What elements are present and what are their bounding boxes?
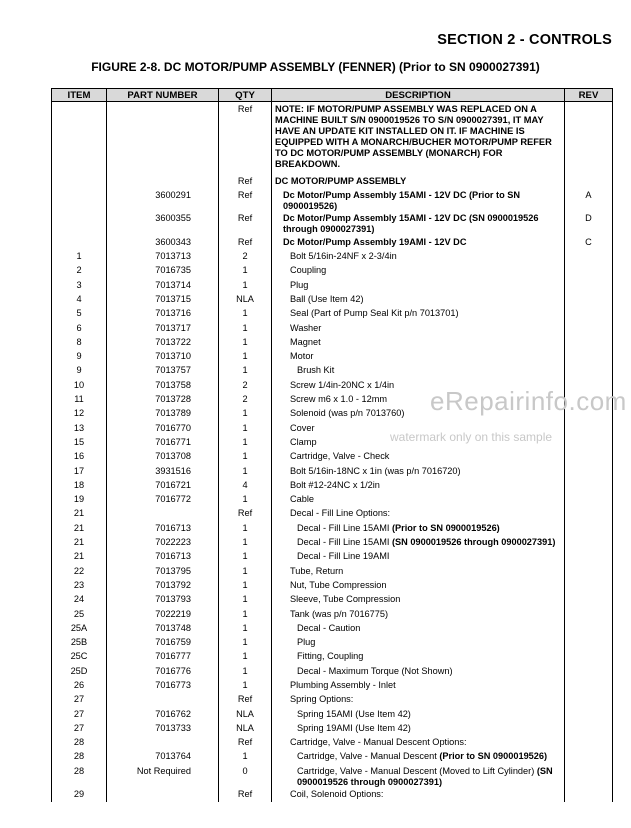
description-cell: Motor bbox=[272, 350, 565, 364]
item-cell: 23 bbox=[52, 578, 107, 592]
table-row bbox=[52, 736, 613, 750]
rev-cell bbox=[565, 264, 613, 278]
description-cell: Bolt 5/16in-24NF x 2-3/4in bbox=[272, 250, 565, 264]
part-number-cell: 7016762 bbox=[107, 707, 219, 721]
part-number-cell: 7013748 bbox=[107, 621, 219, 635]
part-number-cell: 3600355 bbox=[107, 212, 219, 236]
part-number-cell bbox=[107, 507, 219, 521]
description-cell: Dc Motor/Pump Assembly 19AMI - 12V DC bbox=[272, 235, 565, 249]
description-cell: Decal - Fill Line 19AMI bbox=[272, 550, 565, 564]
part-number-cell: 7016759 bbox=[107, 636, 219, 650]
table-row bbox=[52, 292, 613, 306]
rev-cell bbox=[565, 607, 613, 621]
qty-cell: Ref bbox=[219, 788, 272, 802]
rev-cell bbox=[565, 736, 613, 750]
description-cell: DC MOTOR/PUMP ASSEMBLY bbox=[272, 174, 565, 188]
rev-cell: D bbox=[565, 212, 613, 236]
item-cell: 9 bbox=[52, 350, 107, 364]
description-cell: Decal - Caution bbox=[272, 621, 565, 635]
rev-cell bbox=[565, 536, 613, 550]
rev-cell bbox=[565, 435, 613, 449]
part-number-cell: 3931516 bbox=[107, 464, 219, 478]
rev-cell bbox=[565, 335, 613, 349]
table-row bbox=[52, 621, 613, 635]
table-row bbox=[52, 607, 613, 621]
rev-cell bbox=[565, 636, 613, 650]
rev-cell bbox=[565, 478, 613, 492]
item-cell: 11 bbox=[52, 393, 107, 407]
description-cell: Coil, Solenoid Options: bbox=[272, 788, 565, 802]
qty-cell: Ref bbox=[219, 736, 272, 750]
item-cell: 21 bbox=[52, 521, 107, 535]
qty-cell: 1 bbox=[219, 350, 272, 364]
qty-cell: 1 bbox=[219, 264, 272, 278]
rev-cell: A bbox=[565, 188, 613, 212]
qty-cell: 1 bbox=[219, 536, 272, 550]
description-cell: Decal - Fill Line Options: bbox=[272, 507, 565, 521]
description-cell: Plug bbox=[272, 636, 565, 650]
description-cell: Sleeve, Tube Compression bbox=[272, 593, 565, 607]
item-cell: 27 bbox=[52, 693, 107, 707]
description-cell: Plumbing Assembly - Inlet bbox=[272, 679, 565, 693]
item-cell: 9 bbox=[52, 364, 107, 378]
rev-cell bbox=[565, 507, 613, 521]
rev-cell bbox=[565, 650, 613, 664]
item-cell bbox=[52, 212, 107, 236]
part-number-cell: 7016771 bbox=[107, 435, 219, 449]
rev-cell bbox=[565, 788, 613, 802]
description-cell: Nut, Tube Compression bbox=[272, 578, 565, 592]
description-cell: Spring 15AMI (Use Item 42) bbox=[272, 707, 565, 721]
part-number-cell: 3600343 bbox=[107, 235, 219, 249]
parts-table bbox=[51, 88, 613, 802]
rev-cell bbox=[565, 464, 613, 478]
rev-cell bbox=[565, 321, 613, 335]
description-cell: Cartridge, Valve - Manual Descent Options: bbox=[272, 736, 565, 750]
description-cell: Decal - Fill Line 15AMI (Prior to SN 0900019526) bbox=[272, 521, 565, 535]
part-number-cell: 7013792 bbox=[107, 578, 219, 592]
rev-cell bbox=[565, 679, 613, 693]
table-row bbox=[52, 250, 613, 264]
part-number-cell: 7022219 bbox=[107, 607, 219, 621]
qty-cell: 1 bbox=[219, 321, 272, 335]
rev-cell bbox=[565, 578, 613, 592]
description-cell: Cartridge, Valve - Manual Descent (Prior to SN 0900019526) bbox=[272, 750, 565, 764]
table-row bbox=[52, 264, 613, 278]
table-row bbox=[52, 664, 613, 678]
description-cell: Solenoid (was p/n 7013760) bbox=[272, 407, 565, 421]
table-row bbox=[52, 278, 613, 292]
item-cell: 24 bbox=[52, 593, 107, 607]
description-cell: Bolt 5/16in-18NC x 1in (was p/n 7016720) bbox=[272, 464, 565, 478]
description-cell: Washer bbox=[272, 321, 565, 335]
part-number-cell: 7013793 bbox=[107, 593, 219, 607]
part-number-cell: 7013764 bbox=[107, 750, 219, 764]
description-cell: Cover bbox=[272, 421, 565, 435]
rev-cell bbox=[565, 350, 613, 364]
rev-cell bbox=[565, 421, 613, 435]
item-cell: 26 bbox=[52, 679, 107, 693]
item-cell bbox=[52, 174, 107, 188]
item-cell: 27 bbox=[52, 721, 107, 735]
table-row bbox=[52, 721, 613, 735]
item-cell: 5 bbox=[52, 307, 107, 321]
table-row bbox=[52, 321, 613, 335]
note-rev bbox=[565, 102, 613, 175]
qty-cell: 1 bbox=[219, 593, 272, 607]
item-cell: 17 bbox=[52, 464, 107, 478]
item-cell: 1 bbox=[52, 250, 107, 264]
qty-cell: 1 bbox=[219, 435, 272, 449]
item-cell: 16 bbox=[52, 450, 107, 464]
part-number-cell: 7016770 bbox=[107, 421, 219, 435]
description-cell: Spring 19AMI (Use Item 42) bbox=[272, 721, 565, 735]
item-cell: 29 bbox=[52, 788, 107, 802]
table-row bbox=[52, 350, 613, 364]
qty-cell: 1 bbox=[219, 364, 272, 378]
qty-cell: 2 bbox=[219, 250, 272, 264]
description-cell: Spring Options: bbox=[272, 693, 565, 707]
table-row bbox=[52, 507, 613, 521]
rev-cell bbox=[565, 750, 613, 764]
item-cell: 21 bbox=[52, 507, 107, 521]
qty-cell: Ref bbox=[219, 174, 272, 188]
description-cell: Screw m6 x 1.0 - 12mm bbox=[272, 393, 565, 407]
part-number-cell bbox=[107, 788, 219, 802]
item-cell: 2 bbox=[52, 264, 107, 278]
description-cell: Decal - Fill Line 15AMI (SN 0900019526 through 0900027391) bbox=[272, 536, 565, 550]
qty-cell: Ref bbox=[219, 188, 272, 212]
part-number-cell: 7016777 bbox=[107, 650, 219, 664]
qty-cell: 1 bbox=[219, 521, 272, 535]
part-number-cell: 7013713 bbox=[107, 250, 219, 264]
table-row bbox=[52, 335, 613, 349]
part-number-cell: 7013789 bbox=[107, 407, 219, 421]
qty-cell: 4 bbox=[219, 478, 272, 492]
qty-cell: Ref bbox=[219, 507, 272, 521]
qty-cell: 1 bbox=[219, 650, 272, 664]
part-number-cell: 7016735 bbox=[107, 264, 219, 278]
table-row bbox=[52, 650, 613, 664]
description-cell: Cartridge, Valve - Manual Descent (Moved to Lift Cylinder) (SN 0900019526 through 0900027391) bbox=[272, 764, 565, 788]
item-cell: 8 bbox=[52, 335, 107, 349]
description-cell: Cable bbox=[272, 493, 565, 507]
note-part bbox=[107, 102, 219, 175]
rev-cell bbox=[565, 764, 613, 788]
col-description-header: DESCRIPTION bbox=[272, 89, 565, 102]
item-cell: 22 bbox=[52, 564, 107, 578]
qty-cell: 0 bbox=[219, 764, 272, 788]
rev-cell bbox=[565, 307, 613, 321]
table-row bbox=[52, 707, 613, 721]
item-cell: 25B bbox=[52, 636, 107, 650]
item-cell: 10 bbox=[52, 378, 107, 392]
item-cell: 21 bbox=[52, 550, 107, 564]
note-row bbox=[52, 102, 613, 175]
part-number-cell: 7016776 bbox=[107, 664, 219, 678]
rev-cell: C bbox=[565, 235, 613, 249]
table-row bbox=[52, 636, 613, 650]
qty-cell: 1 bbox=[219, 621, 272, 635]
part-number-cell: 7013714 bbox=[107, 278, 219, 292]
qty-cell: 1 bbox=[219, 664, 272, 678]
part-number-cell: 7016772 bbox=[107, 493, 219, 507]
part-number-cell: 7013758 bbox=[107, 378, 219, 392]
part-number-cell: 7013716 bbox=[107, 307, 219, 321]
table-row bbox=[52, 235, 613, 249]
item-cell: 25 bbox=[52, 607, 107, 621]
item-cell: 21 bbox=[52, 536, 107, 550]
item-cell: 25D bbox=[52, 664, 107, 678]
table-row bbox=[52, 521, 613, 535]
description-cell: Dc Motor/Pump Assembly 15AMI - 12V DC (Prior to SN 0900019526) bbox=[272, 188, 565, 212]
qty-cell: NLA bbox=[219, 292, 272, 306]
rev-cell bbox=[565, 693, 613, 707]
item-cell: 19 bbox=[52, 493, 107, 507]
item-cell: 4 bbox=[52, 292, 107, 306]
description-cell: Tank (was p/n 7016775) bbox=[272, 607, 565, 621]
part-number-cell: 7013728 bbox=[107, 393, 219, 407]
item-cell: 13 bbox=[52, 421, 107, 435]
description-cell: Seal (Part of Pump Seal Kit p/n 7013701) bbox=[272, 307, 565, 321]
qty-cell: 1 bbox=[219, 607, 272, 621]
part-number-cell: 7016721 bbox=[107, 478, 219, 492]
part-number-cell: 3600291 bbox=[107, 188, 219, 212]
table-row bbox=[52, 750, 613, 764]
qty-cell: Ref bbox=[219, 235, 272, 249]
qty-cell: 1 bbox=[219, 464, 272, 478]
qty-cell: 1 bbox=[219, 578, 272, 592]
part-number-cell: 7022223 bbox=[107, 536, 219, 550]
item-cell: 3 bbox=[52, 278, 107, 292]
rev-cell bbox=[565, 664, 613, 678]
rev-cell bbox=[565, 278, 613, 292]
table-row bbox=[52, 679, 613, 693]
qty-cell: 1 bbox=[219, 564, 272, 578]
item-cell: 28 bbox=[52, 736, 107, 750]
qty-cell: 1 bbox=[219, 493, 272, 507]
item-cell: 28 bbox=[52, 750, 107, 764]
note-qty: Ref bbox=[219, 102, 272, 175]
qty-cell: 1 bbox=[219, 636, 272, 650]
table-row bbox=[52, 788, 613, 802]
table-row bbox=[52, 212, 613, 236]
qty-cell: 1 bbox=[219, 307, 272, 321]
rev-cell bbox=[565, 721, 613, 735]
qty-cell: 1 bbox=[219, 679, 272, 693]
rev-cell bbox=[565, 450, 613, 464]
description-cell: Decal - Maximum Torque (Not Shown) bbox=[272, 664, 565, 678]
description-cell: Fitting, Coupling bbox=[272, 650, 565, 664]
item-cell: 12 bbox=[52, 407, 107, 421]
description-cell: Tube, Return bbox=[272, 564, 565, 578]
table-row bbox=[52, 564, 613, 578]
item-cell: 25C bbox=[52, 650, 107, 664]
table-row bbox=[52, 364, 613, 378]
rev-cell bbox=[565, 364, 613, 378]
table-row bbox=[52, 174, 613, 188]
rev-cell bbox=[565, 292, 613, 306]
part-number-cell bbox=[107, 693, 219, 707]
description-cell: Screw 1/4in-20NC x 1/4in bbox=[272, 378, 565, 392]
watermark-logo: eRepairinfo.com bbox=[430, 386, 627, 416]
note-item bbox=[52, 102, 107, 175]
item-cell: 28 bbox=[52, 764, 107, 788]
part-number-cell: 7016713 bbox=[107, 550, 219, 564]
table-row bbox=[52, 578, 613, 592]
part-number-cell bbox=[107, 736, 219, 750]
part-number-cell: 7013757 bbox=[107, 364, 219, 378]
rev-cell bbox=[565, 174, 613, 188]
table-row bbox=[52, 307, 613, 321]
part-number-cell: Not Required bbox=[107, 764, 219, 788]
table-row bbox=[52, 478, 613, 492]
part-number-cell: 7013733 bbox=[107, 721, 219, 735]
description-cell: Brush Kit bbox=[272, 364, 565, 378]
part-number-cell bbox=[107, 174, 219, 188]
part-number-cell: 7013715 bbox=[107, 292, 219, 306]
part-number-cell: 7016713 bbox=[107, 521, 219, 535]
description-cell: Dc Motor/Pump Assembly 15AMI - 12V DC (SN 0900019526 through 0900027391) bbox=[272, 212, 565, 236]
qty-cell: 2 bbox=[219, 378, 272, 392]
qty-cell: NLA bbox=[219, 707, 272, 721]
qty-cell: 1 bbox=[219, 335, 272, 349]
table-row bbox=[52, 536, 613, 550]
description-cell: Plug bbox=[272, 278, 565, 292]
part-number-cell: 7016773 bbox=[107, 679, 219, 693]
qty-cell: NLA bbox=[219, 721, 272, 735]
rev-cell bbox=[565, 621, 613, 635]
table-row bbox=[52, 693, 613, 707]
part-number-cell: 7013717 bbox=[107, 321, 219, 335]
rev-cell bbox=[565, 707, 613, 721]
qty-cell: 2 bbox=[219, 393, 272, 407]
qty-cell: Ref bbox=[219, 212, 272, 236]
rev-cell bbox=[565, 564, 613, 578]
col-qty-header: QTY bbox=[219, 89, 272, 102]
qty-cell: 1 bbox=[219, 407, 272, 421]
part-number-cell: 7013722 bbox=[107, 335, 219, 349]
col-rev-header: REV bbox=[565, 89, 613, 102]
watermark-caption: watermark only on this sample bbox=[390, 430, 553, 444]
rev-cell bbox=[565, 521, 613, 535]
rev-cell bbox=[565, 250, 613, 264]
rev-cell bbox=[565, 550, 613, 564]
col-part-number-header: PART NUMBER bbox=[107, 89, 219, 102]
description-cell: Clamp bbox=[272, 435, 565, 449]
description-cell: Bolt #12-24NC x 1/2in bbox=[272, 478, 565, 492]
table-row bbox=[52, 188, 613, 212]
part-number-cell: 7013710 bbox=[107, 350, 219, 364]
item-cell: 15 bbox=[52, 435, 107, 449]
item-cell bbox=[52, 188, 107, 212]
description-cell: Coupling bbox=[272, 264, 565, 278]
table-row bbox=[52, 593, 613, 607]
qty-cell: Ref bbox=[219, 693, 272, 707]
rev-cell bbox=[565, 493, 613, 507]
table-header-row bbox=[52, 89, 613, 102]
description-cell: Ball (Use Item 42) bbox=[272, 292, 565, 306]
item-cell: 18 bbox=[52, 478, 107, 492]
item-cell bbox=[52, 235, 107, 249]
note-text: NOTE: IF MOTOR/PUMP ASSEMBLY WAS REPLACED ON A MACHINE BUILT S/N 0900019526 TO S/N 0900027391, IT MAY HAVE AN UPDATE KIT INSTALLED ON IT. IF MACHINE IS EQUIPPED WITH A MONARCH/BUCHER MOTOR/PUMP REFER TO DC MOTOR/PUMP ASSEMBLY (MONARCH) FOR BREAKDOWN. bbox=[272, 102, 565, 175]
col-item-header: ITEM bbox=[52, 89, 107, 102]
table-row bbox=[52, 450, 613, 464]
section-heading: SECTION 2 - CONTROLS bbox=[437, 32, 612, 48]
item-cell: 6 bbox=[52, 321, 107, 335]
table-row bbox=[52, 493, 613, 507]
item-cell: 25A bbox=[52, 621, 107, 635]
qty-cell: 1 bbox=[219, 450, 272, 464]
figure-title: FIGURE 2-8. DC MOTOR/PUMP ASSEMBLY (FENNER) (Prior to SN 0900027391) bbox=[91, 60, 540, 74]
item-cell: 27 bbox=[52, 707, 107, 721]
part-number-cell: 7013795 bbox=[107, 564, 219, 578]
table-row bbox=[52, 464, 613, 478]
qty-cell: 1 bbox=[219, 550, 272, 564]
description-cell: Magnet bbox=[272, 335, 565, 349]
qty-cell: 1 bbox=[219, 278, 272, 292]
table-row bbox=[52, 550, 613, 564]
qty-cell: 1 bbox=[219, 750, 272, 764]
table-row bbox=[52, 764, 613, 788]
rev-cell bbox=[565, 593, 613, 607]
description-cell: Cartridge, Valve - Check bbox=[272, 450, 565, 464]
part-number-cell: 7013708 bbox=[107, 450, 219, 464]
qty-cell: 1 bbox=[219, 421, 272, 435]
